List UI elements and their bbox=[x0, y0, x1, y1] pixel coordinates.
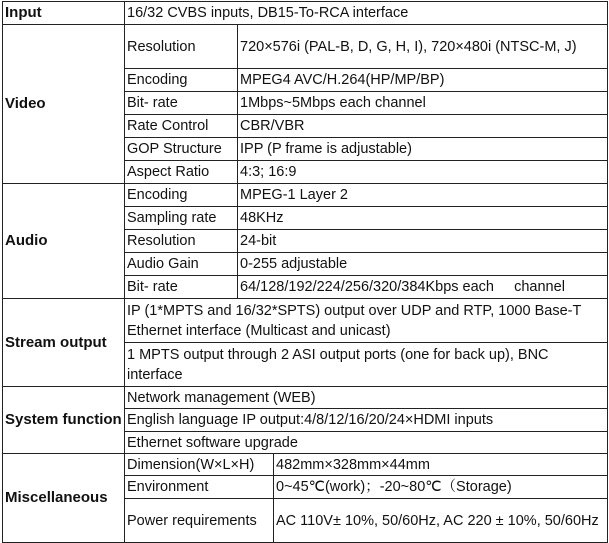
spec-value: IPP (P frame is adjustable) bbox=[238, 138, 608, 161]
spec-value: 48KHz bbox=[238, 207, 608, 230]
category-audio: Audio bbox=[3, 184, 125, 299]
spec-value: 4:3; 16:9 bbox=[238, 161, 608, 184]
row-system-network bbox=[3, 387, 608, 409]
input-value: 16/32 CVBS inputs, DB15-To-RCA interface bbox=[125, 2, 608, 25]
category-input: Input bbox=[3, 2, 125, 25]
spec-label: Resolution bbox=[125, 230, 238, 253]
stream-value: IP (1*MPTS and 16/32*SPTS) output over UDP and RTP, 1000 Base-T Ethernet interface (Multicast and unicast) bbox=[125, 299, 608, 343]
category-video: Video bbox=[3, 25, 125, 184]
spec-label: Aspect Ratio bbox=[125, 161, 238, 184]
spec-label: Environment bbox=[125, 476, 274, 499]
spec-table bbox=[2, 1, 608, 543]
spec-label: Resolution bbox=[125, 25, 238, 69]
row-video-resolution bbox=[3, 25, 608, 69]
system-value: Network management (WEB) bbox=[125, 387, 608, 409]
spec-value: 0~45℃(work)；-20~80℃（Storage) bbox=[274, 476, 608, 499]
spec-value: 64/128/192/224/256/320/384Kbps each channel bbox=[238, 276, 608, 299]
spec-value: 1Mbps~5Mbps each channel bbox=[238, 92, 608, 115]
spec-label: Sampling rate bbox=[125, 207, 238, 230]
spec-value: 482mm×328mm×44mm bbox=[274, 454, 608, 476]
category-system-function: System function bbox=[3, 387, 125, 454]
row-stream-ip bbox=[3, 299, 608, 343]
spec-value: 0-255 adjustable bbox=[238, 253, 608, 276]
spec-label: GOP Structure bbox=[125, 138, 238, 161]
spec-value: 24-bit bbox=[238, 230, 608, 253]
spec-value: CBR/VBR bbox=[238, 115, 608, 138]
spec-value: MPEG4 AVC/H.264(HP/MP/BP) bbox=[238, 69, 608, 92]
row-misc-dimension bbox=[3, 454, 608, 476]
row-audio-encoding bbox=[3, 184, 608, 207]
spec-label: Encoding bbox=[125, 69, 238, 92]
spec-label: Bit- rate bbox=[125, 276, 238, 299]
system-value: English language IP output:4/8/12/16/20/24×HDMI inputs bbox=[125, 409, 608, 432]
spec-label: Bit- rate bbox=[125, 92, 238, 115]
category-miscellaneous: Miscellaneous bbox=[3, 454, 125, 543]
spec-label: Power requirements bbox=[125, 499, 274, 543]
system-value: Ethernet software upgrade bbox=[125, 432, 608, 454]
spec-label: Encoding bbox=[125, 184, 238, 207]
stream-value: 1 MPTS output through 2 ASI output ports (one for back up), BNC interface bbox=[125, 343, 608, 387]
spec-value: AC 110V± 10%, 50/60Hz, AC 220 ± 10%, 50/60Hz bbox=[274, 499, 608, 543]
spec-value: MPEG-1 Layer 2 bbox=[238, 184, 608, 207]
spec-label: Dimension(W×L×H) bbox=[125, 454, 274, 476]
row-input bbox=[3, 2, 608, 25]
spec-label: Rate Control bbox=[125, 115, 238, 138]
category-stream-output: Stream output bbox=[3, 299, 125, 387]
spec-label: Audio Gain bbox=[125, 253, 238, 276]
spec-value: 720×576i (PAL-B, D, G, H, I), 720×480i (NTSC-M, J) bbox=[238, 25, 608, 69]
